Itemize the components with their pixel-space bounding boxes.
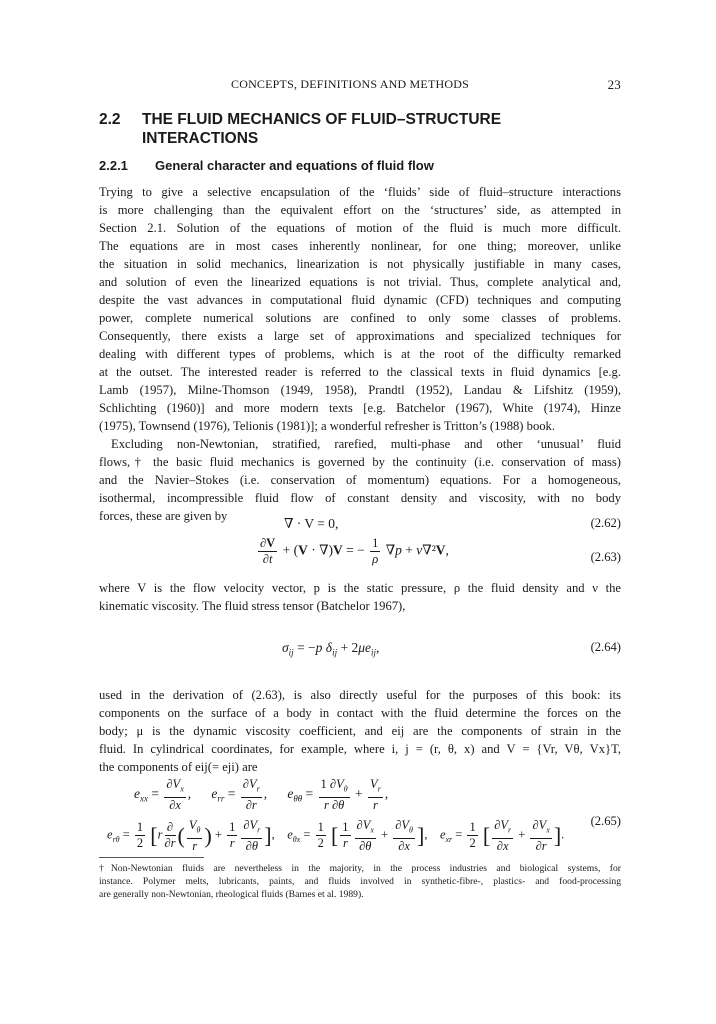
subsection-title: General character and equations of fluid flow <box>155 158 434 173</box>
paragraph-1 <box>99 183 621 525</box>
section-title-line1: THE FLUID MECHANICS OF FLUID–STRUCTURE <box>142 111 502 128</box>
footnote-line: instance. Polymer melts, lubricants, paints, and fluids involved in synthetic-fibre-, plastics- and food-processing <box>99 876 621 887</box>
text-line: Schlichting (1960)] and more modern texts [e.g. Batchelor (1967), White (1974), Hinze <box>99 401 621 415</box>
section-number: 2.2 <box>99 111 121 128</box>
equation-body: $\frac{\partial V}{\partial t}$ + (V · ∇)V = − $\frac{1}{\rho}$ ∇p + ν∇²V, <box>260 536 449 566</box>
text-line: The equations are in most cases inherently nonlinear, for one thing; moreover, unlike <box>99 239 621 253</box>
text-line: dealing with different types of problems, which is at the root of the difficulty remarked <box>99 347 621 361</box>
section-title-line2: INTERACTIONS <box>142 130 259 147</box>
text-line: power, complete numerical solutions are confined to only some classes of problems. <box>99 311 621 325</box>
text-line: flows,† the basic fluid mechanics is governed by the continuity (i.e. conservation of mass) <box>99 455 621 469</box>
text-line: is more challenging than the equivalent effort on the ‘structures’ side, as attempted in <box>99 203 621 217</box>
text-line: Consequently, there exists a large set of approximations and specialized techniques for <box>99 329 621 343</box>
text-line: Lamb (1957), Milne-Thomson (1949, 1958), Prandtl (1952), Landau & Lifshitz (1959), <box>99 383 621 397</box>
text-line: the components of eij(= eji) are <box>99 760 258 774</box>
text-line: despite the vast advances in computational fluid dynamic (CFD) techniques and computing <box>99 293 621 307</box>
subsection-number: 2.2.1 <box>99 158 128 173</box>
text-line: used in the derivation of (2.63), is also directly useful for the purposes of this book: its <box>99 688 621 702</box>
footnote-line: †Non-Newtonian fluids are nevertheless in the majority, in the process industries and biological systems, for <box>99 863 621 874</box>
equation-2-62 <box>99 516 621 538</box>
text-line: (1975), Townsend (1976), Telionis (1981)]; a wonderful refresher is Tritton’s (1988) book. <box>99 419 555 433</box>
equation-number: (2.64) <box>590 640 621 654</box>
text-line: isothermal, incompressible fluid flow of constant density and viscosity, with no body <box>99 491 621 505</box>
footnote-rule <box>99 857 204 858</box>
equation-number: (2.62) <box>590 516 621 530</box>
text-line: kinematic viscosity. The fluid stress tensor (Batchelor 1967), <box>99 599 406 613</box>
equation-number: (2.65) <box>590 814 621 828</box>
text-line: at the outset. The interested reader is referred to the classical texts in fluid dynamics [e.g. <box>99 365 621 379</box>
page-number: 23 <box>607 77 621 92</box>
equation-body: $e_{r\theta}$ = $\frac{1}{2}$ [r $\frac{\partial}{\partial r}$ ( $\frac{V_\theta}{r}$ ) + $\frac{1}{r}$ $\frac{\partial V_r}{\partial\theta}$ ], $e_{\theta x}$ = $\frac{1}{2}$ [ $\frac{1}{r}$ $\frac{\partial V_x}{\partial\theta}$ + $\frac{\partial V_\theta}{\partial x}$ ], $e_{xr}$ = $\frac{1}{2}$ [ $\frac{\partial V_r}{\partial x}$ + $\frac{\partial V_x}{\partial r}$ ]. <box>107 818 565 853</box>
footnote-line: are generally non-Newtonian, rheological fluids (Barnes et al. 1989). <box>99 889 364 900</box>
section-title <box>142 110 602 148</box>
footnote <box>99 862 621 901</box>
paragraph-2 <box>99 579 621 615</box>
text-line: body; μ is the dynamic viscosity coefficient, and eij are the components of strain in the <box>99 724 621 738</box>
equation-body: ∇ · V = 0, <box>284 516 339 531</box>
text-line: and solution of even the linearized equations is not trivial. Thus, complete analytical and, <box>99 275 621 289</box>
text-line: where V is the flow velocity vector, p is the static pressure, ρ the fluid density and ν the <box>99 581 621 595</box>
text-line: the situation in solid mechanics, linearization is not physically justifiable in many cases, <box>99 257 621 271</box>
equation-number: (2.63) <box>590 550 621 564</box>
paragraph-3 <box>99 686 621 776</box>
text-line: fluid. In cylindrical coordinates, for example, where i, j = (r, θ, x) and V = {Vr, Vθ, Vx}T, <box>99 742 621 756</box>
text-line: Trying to give a selective encapsulation of the ‘fluids’ side of fluid–structure interactions <box>99 185 621 199</box>
text-line: Excluding non-Newtonian, stratified, rarefied, multi-phase and other ‘unusual’ fluid <box>111 437 621 451</box>
text-line: components on the surface of a body in contact with the fluid determine the forces on the <box>99 706 621 720</box>
equation-2-63 <box>99 536 621 574</box>
text-line: forces, these are given by <box>99 509 228 523</box>
running-head <box>99 77 621 93</box>
equation-body: $\sigma_{ij} = -p$ $\delta_{ij} + 2\mu e_{ij}$, <box>282 640 380 658</box>
equation-body: $e_{xx}$ = $\frac{\partial V_x}{\partial x}$ , $e_{rr}$ = $\frac{\partial V_r}{\partial r}$ , $e_{\theta\theta}$ = $\frac{1 \partial V_\theta}{r \partial\theta}$ + $\frac{V_r}{r}$ , <box>134 777 389 812</box>
text-line: Section 2.1. Solution of the equations of motion of the fluid is much more difficult. <box>99 221 621 235</box>
equation-2-64 <box>99 640 621 662</box>
text-line: and the Navier–Stokes (i.e. conservation of momentum) equations. For a homogeneous, <box>99 473 621 487</box>
running-head-title: CONCEPTS, DEFINITIONS AND METHODS <box>231 77 469 91</box>
equation-2-65-row1 <box>99 777 621 811</box>
